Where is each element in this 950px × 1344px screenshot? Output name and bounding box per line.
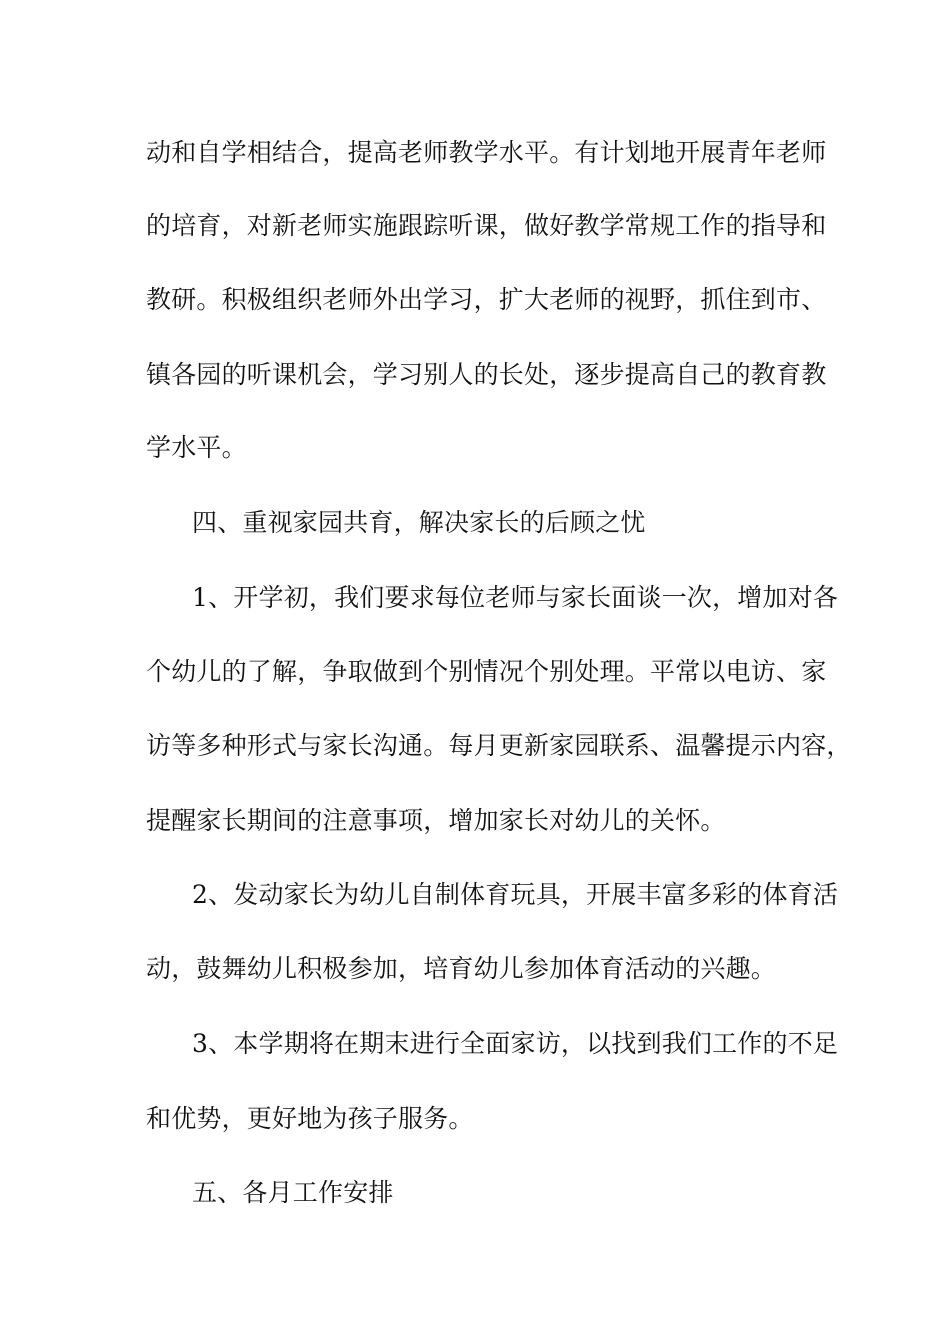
text-line: 访等多种形式与家长沟通。每月更新家园联系、温馨提示内容， [146,731,852,760]
text-line: 镇各园的听课机会，学习别人的长处，逐步提高自己的教育教 [146,360,827,389]
section-heading-5: 五、各月工作安排 [192,1178,394,1207]
text-line: 动，鼓舞幼儿积极参加，培育幼儿参加体育活动的兴趣。 [146,954,777,983]
text-line: 提醒家长期间的注意事项，增加家长对幼儿的关怀。 [146,806,726,835]
text-line: 学水平。 [146,433,247,462]
text-line: 和优势，更好地为孩子服务。 [146,1104,474,1133]
text-line: 的培育，对新老师实施跟踪听课，做好教学常规工作的指导和 [146,211,827,240]
section-heading-4: 四、重视家园共育，解决家长的后顾之忧 [192,508,646,537]
text-line: 3、本学期将在期末进行全面家访，以找到我们工作的不足 [192,1029,839,1058]
text-line: 动和自学相结合，提高老师教学水平。有计划地开展青年老师 [146,138,827,167]
text-line: 教研。积极组织老师外出学习，扩大老师的视野，抓住到市、 [146,285,827,314]
text-line: 2、发动家长为幼儿自制体育玩具，开展丰富多彩的体育活 [192,880,839,909]
text-line: 个幼儿的了解，争取做到个别情况个别处理。平常以电访、家 [146,657,827,686]
text-line: 1、开学初，我们要求每位老师与家长面谈一次，增加对各 [192,583,839,612]
